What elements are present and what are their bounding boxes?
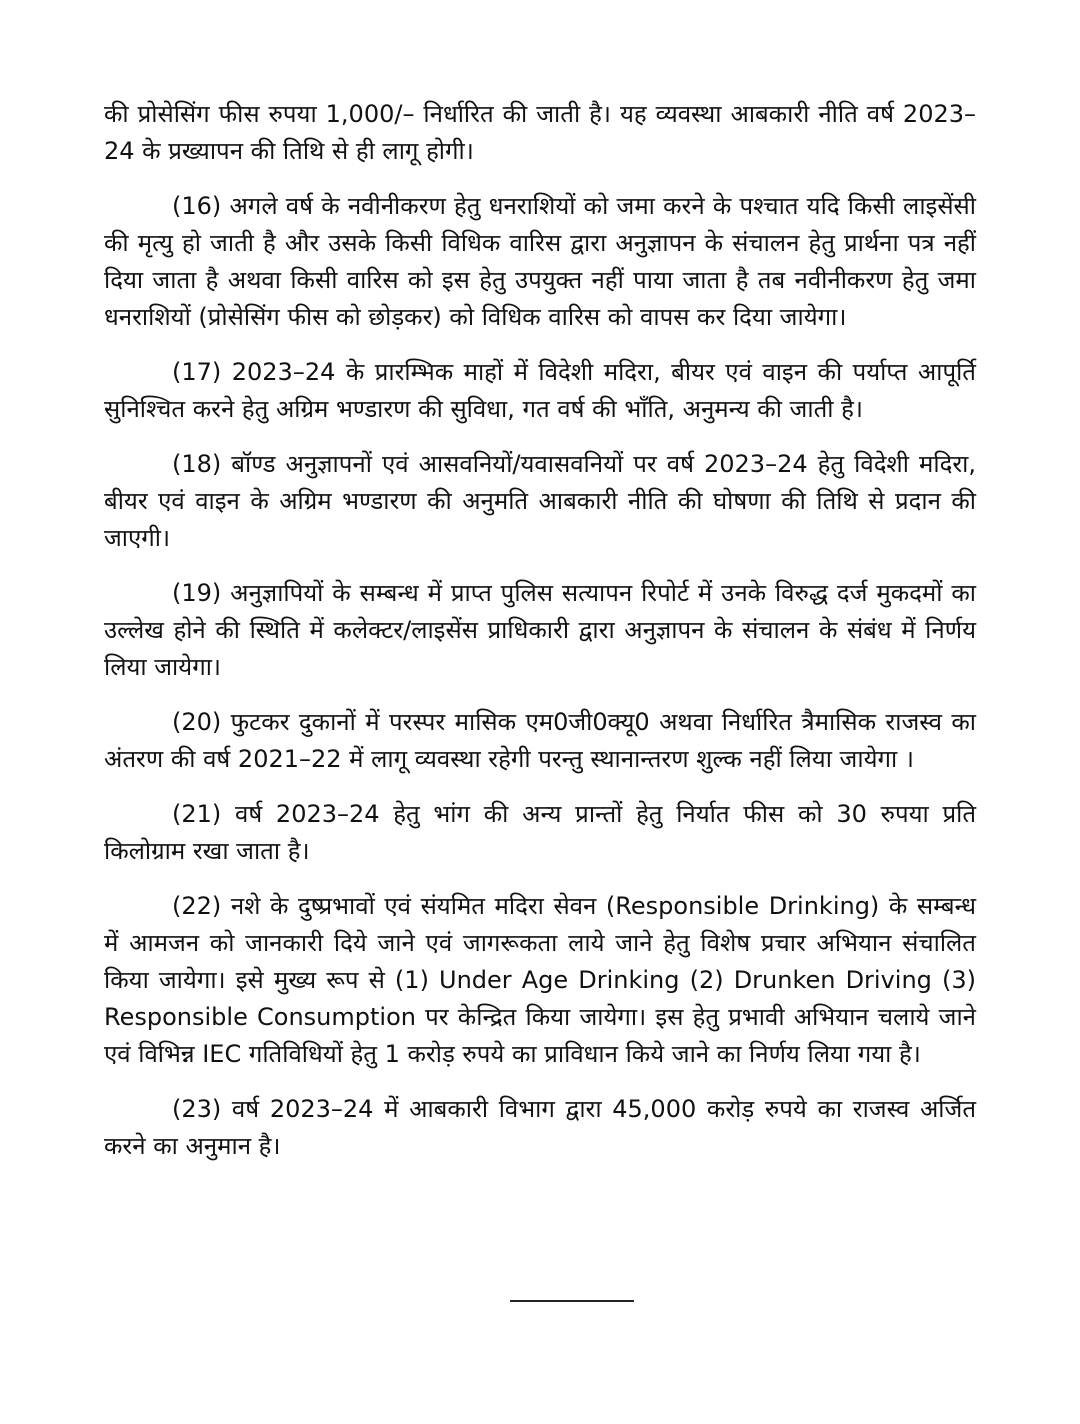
paragraph-20: (20) फुटकर दुकानों में परस्पर मासिक एम0जी0क्यू0 अथवा निर्धारित त्रैमासिक राजस्व का अंतरण की वर्ष 2021–22 में लागू व्यवस्था रहेगी परन्तु स्थानान्तरण शुल्क नहीं लिया जायेगा । [104,708,976,773]
paragraph-15-continuation: की प्रोसेसिंग फीस रुपया 1,000/– निर्धारित की जाती है। यह व्यवस्था आबकारी नीति वर्ष 2023–24 के प्रख्यापन की तिथि से ही लागू होगी। [104,100,976,165]
paragraph-21: (21) वर्ष 2023–24 हेतु भांग की अन्य प्रान्तों हेतु निर्यात फीस को 30 रुपया प्रति किलोग्राम रखा जाता है। [104,800,976,865]
paragraph-18: (18) बॉण्ड अनुज्ञापनों एवं आसवनियों/यवासवनियों पर वर्ष 2023–24 हेतु विदेशी मदिरा, बीयर एवं वाइन के अग्रिम भण्डारण की अनुमति आबकारी नीति की घोषणा की तिथि से प्रदान की जाएगी। [104,450,976,552]
paragraph-22: (22) नशे के दुष्प्रभावों एवं संयमित मदिरा सेवन (Responsible Drinking) के सम्बन्ध में आमजन को जानकारी दिये जाने एवं जागरूकता लाये जाने हेतु विशेष प्रचार अभियान संचालित किया जायेगा। इसे मुख्य रूप से (1) Under Age Drinking (2) Drunken Driving (3) Responsible Consumption पर केन्द्रित किया जायेगा। इस हेतु प्रभावी अभियान चलाये जाने एवं विभिन्न IEC गतिविधियों हेतु 1 करोड़ रुपये का प्राविधान किये जाने का निर्णय लिया गया है। [104,892,976,1068]
end-separator-line [510,1300,634,1302]
paragraph-19: (19) अनुज्ञापियों के सम्बन्ध में प्राप्त पुलिस सत्यापन रिपोर्ट में उनके विरुद्ध दर्ज मुकदमों का उल्लेख होने की स्थिति में कलेक्टर/लाइसेंस प्राधिकारी द्वारा अनुज्ञापन के संचालन के संबंध में निर्णय लिया जायेगा। [104,579,976,681]
paragraph-16: (16) अगले वर्ष के नवीनीकरण हेतु धनराशियों को जमा करने के पश्चात यदि किसी लाइसेंसी की मृत्यु हो जाती है और उसके किसी विधिक वारिस द्वारा अनुज्ञापन के संचालन हेतु प्रार्थना पत्र नहीं दिया जाता है अथवा किसी वारिस को इस हेतु उपयुक्त नहीं पाया जाता है तब नवीनीकरण हेतु जमा धनराशियों (प्रोसेसिंग फीस को छोड़कर) को विधिक वारिस को वापस कर दिया जायेगा। [104,192,976,331]
paragraph-23: (23) वर्ष 2023–24 में आबकारी विभाग द्वारा 45,000 करोड़ रुपये का राजस्व अर्जित करने का अनुमान है। [104,1095,976,1160]
paragraph-17: (17) 2023–24 के प्रारम्भिक माहों में विदेशी मदिरा, बीयर एवं वाइन की पर्याप्त आपूर्ति सुनिश्चित करने हेतु अग्रिम भण्डारण की सुविधा, गत वर्ष की भाँति, अनुमन्य की जाती है। [104,358,976,423]
document-body [104,96,976,1183]
